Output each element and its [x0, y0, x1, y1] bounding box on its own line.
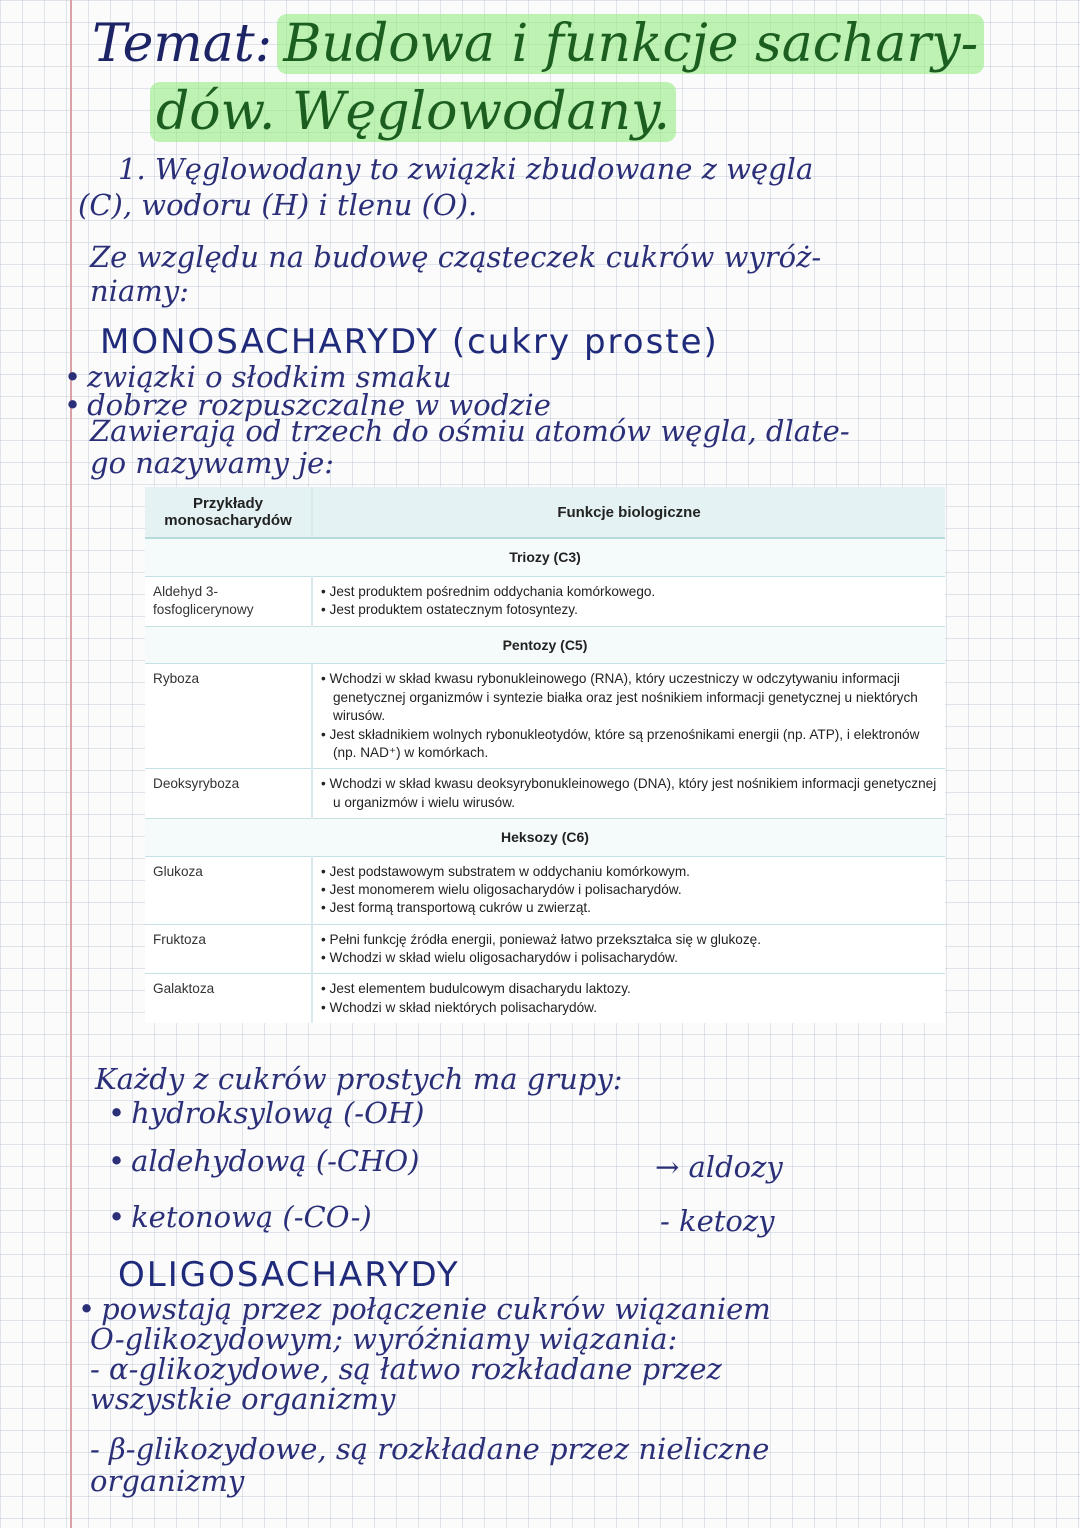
table-group-row	[145, 818, 945, 856]
row-name-deoksyryboza: Deoksyryboza	[145, 769, 312, 819]
function-item: • Wchodzi w skład kwasu deoksyrybonukleinowego (DNA), który jest nośnikiem informacji genetycznej u organizmów i wielu wirusów.	[321, 775, 937, 812]
function-item: • Pełni funkcję źródła energii, ponieważ łatwo przekształca się w glukozę.	[321, 931, 937, 949]
function-item: • Jest formą transportową cukrów u zwierząt.	[321, 899, 937, 917]
function-item: • Jest składnikiem wolnych rybonukleotydów, które są przenośnikami energii (np. ATP), i elektronów (np. NAD⁺) w komórkach.	[321, 726, 937, 763]
function-item: • Jest elementem budulcowym disacharydu laktozy.	[321, 980, 937, 998]
oligo-line-3: - α-glikozydowe, są łatwo rozkładane przez	[90, 1352, 722, 1386]
function-item: • Jest produktem ostatecznym fotosyntezy.	[321, 601, 937, 619]
row-functions	[312, 576, 945, 626]
monosaccharide-table	[145, 487, 945, 1023]
group-aldehyde-text: aldehydową (-CHO)	[131, 1144, 420, 1178]
row-functions	[312, 856, 945, 924]
table-row	[145, 664, 945, 769]
oligo-line-1-text: powstają przez połączenie cukrów wiązaniem	[101, 1292, 771, 1326]
table-header-row	[145, 487, 945, 538]
function-item: • Jest monomerem wielu oligosacharydów i polisacharydów.	[321, 881, 937, 899]
row-functions	[312, 974, 945, 1023]
table-group-row	[145, 626, 945, 664]
oligo-line-4: wszystkie organizmy	[90, 1382, 396, 1416]
table-row	[145, 924, 945, 974]
mono-heading: MONOSACHARYDY (cukry proste)	[100, 322, 719, 362]
intro-line-1: 1. Węglowodany to związki zbudowane z węgla	[118, 152, 814, 186]
oligo-line-1	[78, 1292, 771, 1326]
function-item: • Wchodzi w skład kwasu rybonukleinowego (RNA), który uczestniczy w odczytywaniu informacji genetycznej organizmów i syntezie białka oraz jest nośnikiem informacji genetycznej u niektórych wirusów.	[321, 670, 937, 725]
table-row	[145, 856, 945, 924]
row-name-glukoza: Glukoza	[145, 856, 312, 924]
bullet-dot: •	[64, 388, 82, 422]
row-functions	[312, 664, 945, 769]
title-line-2	[150, 84, 676, 141]
group-ketone-text: ketonową (-CO-)	[131, 1200, 372, 1234]
intro-line-4: niamy:	[90, 274, 189, 308]
table-group-row	[145, 538, 945, 576]
aldozy-note: → aldozy	[655, 1150, 783, 1184]
mono-line-1: Zawierają od trzech do ośmiu atomów węgla, dlate-	[90, 414, 850, 448]
intro-line-3: Ze względu na budowę cząsteczek cukrów wyróż-	[90, 240, 822, 274]
function-item: • Wchodzi w skład wielu oligosacharydów i polisacharydów.	[321, 949, 937, 967]
row-name-ryboza: Ryboza	[145, 664, 312, 769]
table-header-functions: Funkcje biologiczne	[312, 487, 945, 538]
title-prefix: Temat:	[92, 14, 273, 74]
group-ketone	[108, 1200, 372, 1234]
oligo-line-2: O-glikozydowym; wyróżniamy wiązania:	[90, 1322, 678, 1356]
row-functions	[312, 769, 945, 819]
bullet-dot: •	[108, 1200, 126, 1234]
group-label-heksozy: Heksozy (C6)	[145, 818, 945, 856]
notebook-margin-line	[70, 0, 72, 1528]
mono-bullet-1-text: związki o słodkim smaku	[87, 360, 452, 394]
bullet-dot: •	[108, 1096, 126, 1130]
bullet-dot: •	[78, 1292, 96, 1326]
oligo-heading: OLIGOSACHARYDY	[118, 1255, 460, 1295]
row-name-fruktoza: Fruktoza	[145, 924, 312, 974]
groups-intro: Każdy z cukrów prostych ma grupy:	[95, 1062, 623, 1096]
group-label-triozy: Triozy (C3)	[145, 538, 945, 576]
table-header-examples: Przykłady monosacharydów	[145, 487, 312, 538]
table-row	[145, 576, 945, 626]
mono-bullet-2-text: dobrze rozpuszczalne w wodzie	[87, 388, 551, 422]
ketozy-note: - ketozy	[660, 1204, 775, 1238]
table-row	[145, 769, 945, 819]
intro-line-2: (C), wodoru (H) i tlenu (O).	[78, 188, 478, 222]
bullet-dot: •	[108, 1144, 126, 1178]
row-name-galaktoza: Galaktoza	[145, 974, 312, 1023]
title-highlight-2: dów. Węglowodany.	[150, 82, 676, 142]
function-item: • Wchodzi w skład niektórych polisacharydów.	[321, 999, 937, 1017]
row-functions	[312, 924, 945, 974]
function-item: • Jest produktem pośrednim oddychania komórkowego.	[321, 583, 937, 601]
mono-line-2: go nazywamy je:	[90, 446, 335, 480]
function-item: • Jest podstawowym substratem w oddychaniu komórkowym.	[321, 863, 937, 881]
table-row	[145, 974, 945, 1023]
title-highlight-1: Budowa i funkcje sachary-	[277, 14, 984, 74]
row-name-aldehyd: Aldehyd 3-fosfoglicerynowy	[145, 576, 312, 626]
group-hydroxyl	[108, 1096, 424, 1130]
oligo-line-5: - β-glikozydowe, są rozkładane przez nieliczne	[90, 1432, 770, 1466]
group-hydroxyl-text: hydroksylową (-OH)	[131, 1096, 425, 1130]
group-aldehyde	[108, 1144, 420, 1178]
group-label-pentozy: Pentozy (C5)	[145, 626, 945, 664]
title-line-1	[92, 14, 984, 74]
oligo-line-6: organizmy	[90, 1464, 245, 1498]
bullet-dot: •	[64, 360, 82, 394]
